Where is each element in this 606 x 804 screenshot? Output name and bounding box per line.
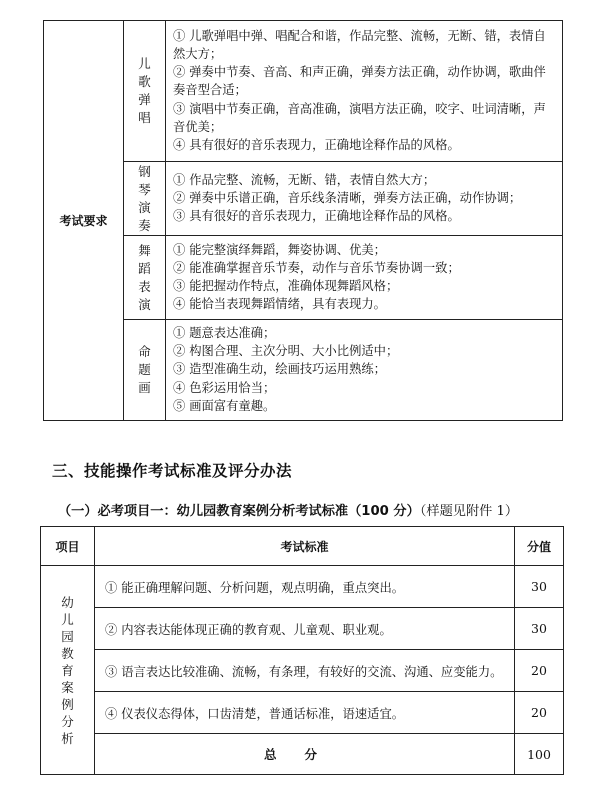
total-score: 100 xyxy=(515,734,564,775)
section-name-piano: 钢 琴 演 奏 xyxy=(124,162,166,236)
section-name-drawing: 命 题 画 xyxy=(124,320,166,421)
score-4: 20 xyxy=(515,692,564,734)
exam-requirements-label: 考试要求 xyxy=(44,21,124,421)
criterion-4: ④ 仪表仪态得体，口齿清楚，普通话标准，语速适宜。 xyxy=(95,692,515,734)
score-3: 20 xyxy=(515,650,564,692)
header-score: 分值 xyxy=(515,527,564,566)
total-label: 总分 xyxy=(95,734,515,775)
header-item: 项目 xyxy=(41,527,95,566)
section-name-dance: 舞 蹈 表 演 xyxy=(124,236,166,320)
section-content-piano: ① 作品完整、流畅，无断、错，表情自然大方； ② 弹奏中乐谱正确，音乐线条清晰，弹奏方法正确，动作协调； ③ 具有很好的音乐表现力，正确地诠释作品的风格。 xyxy=(166,162,563,236)
header-criteria: 考试标准 xyxy=(95,527,515,566)
criterion-3: ③ 语言表达比较准确、流畅，有条理，有较好的交流、沟通、应变能力。 xyxy=(95,650,515,692)
score-1: 30 xyxy=(515,566,564,608)
section-content-children-song: ① 儿歌弹唱中弹、唱配合和谐，作品完整、流畅，无断、错，表情自然大方； ② 弹奏中节奏、音高、和声正确，弹奏方法正确，动作协调，歌曲伴奏音型合适； ③ 演唱中节奏正确，音高准确，演唱方法正确，咬字、吐词清晰，声音优美； ④ 具有很好的音乐表现力，正确地诠释作品的风格。 xyxy=(166,21,563,162)
section-content-drawing: ① 题意表达准确； ② 构图合理、主次分明、大小比例适中； ③ 造型准确生动，绘画技巧运用熟练； ④ 色彩运用恰当； ⑤ 画面富有童趣。 xyxy=(166,320,563,421)
score-2: 30 xyxy=(515,608,564,650)
subheading xyxy=(58,500,518,519)
exam-requirements-table xyxy=(43,20,563,421)
subheading-note: （样题见附件 1） xyxy=(419,504,519,519)
criterion-1: ① 能正确理解问题、分析问题，观点明确，重点突出。 xyxy=(95,566,515,608)
criterion-2: ② 内容表达能体现正确的教育观、儿童观、职业观。 xyxy=(95,608,515,650)
category-label: 幼 儿 园 教 育 案 例 分 析 xyxy=(41,566,95,775)
section-heading: 三、技能操作考试标准及评分办法 xyxy=(52,462,293,480)
score-table xyxy=(40,526,564,775)
section-content-dance: ① 能完整演绎舞蹈，舞姿协调、优美； ② 能准确掌握音乐节奏，动作与音乐节奏协调一致； ③ 能把握动作特点，准确体现舞蹈风格； ④ 能恰当表现舞蹈情绪，具有表现力。 xyxy=(166,236,563,320)
subheading-bold: （一）必考项目一：幼儿园教育案例分析考试标准（100 分） xyxy=(58,504,420,519)
section-name-children-song: 儿 歌 弹 唱 xyxy=(124,21,166,162)
